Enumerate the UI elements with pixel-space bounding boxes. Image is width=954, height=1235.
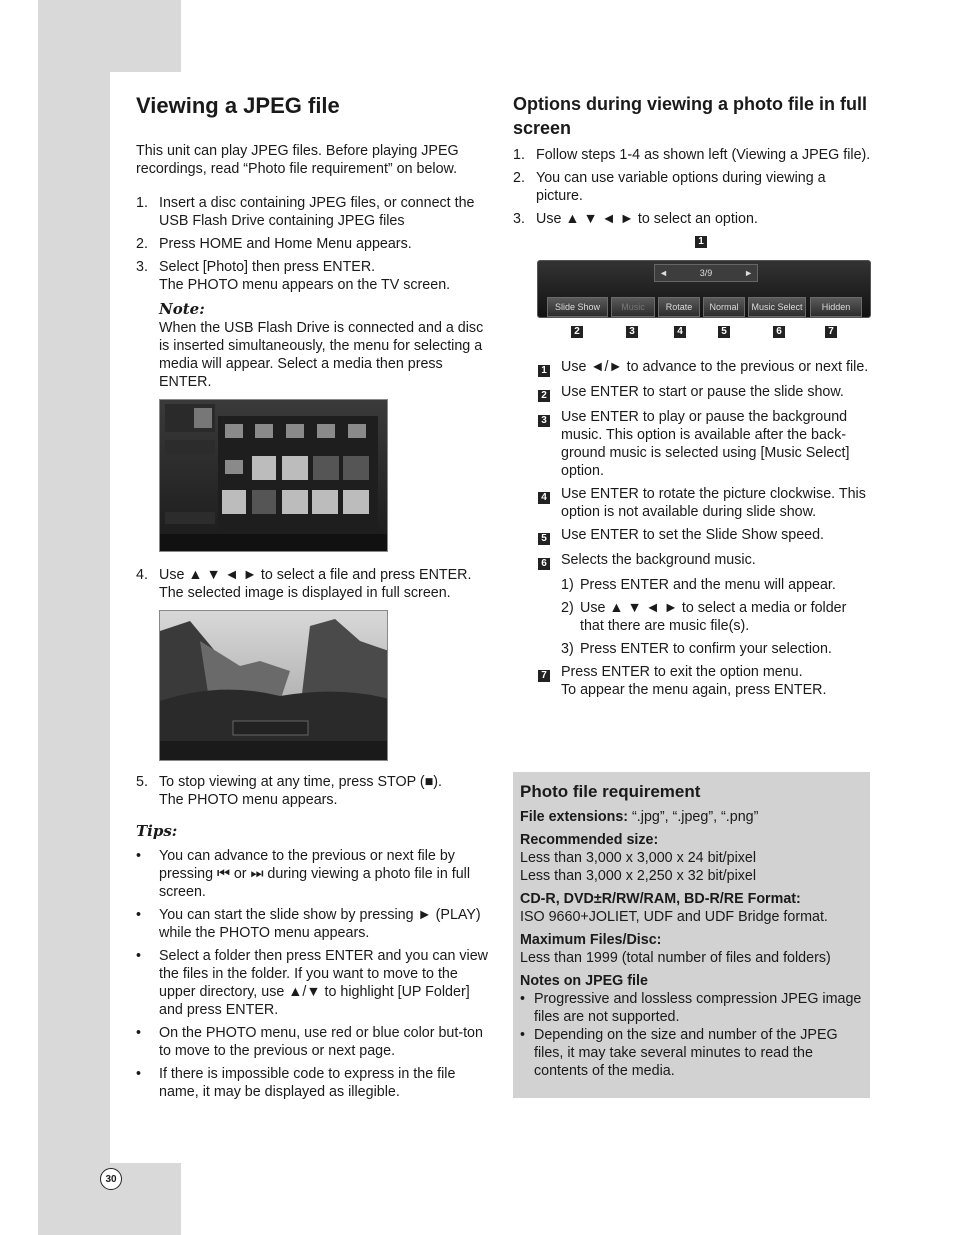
list-item: 3. Use ▲ ▼ ◄ ► to select an option. <box>513 211 758 227</box>
options-steps-list <box>513 146 873 228</box>
marker-6: 6 <box>773 326 785 338</box>
top-corner-band <box>110 0 181 72</box>
rotate-button[interactable]: Rotate <box>658 297 700 317</box>
disc-format: CD-R, DVD±R/RW/RAM, BD-R/RE Format: ISO 9660+JOLIET, UDF and UDF Bridge format. <box>520 891 828 925</box>
jpeg-notes: Notes on JPEG file • Progressive and lossless compression JPEG image files are not supported. • Depending on the size and number of the JPEG files, it may take several minutes to read the contents of the media. <box>520 973 862 1079</box>
marker-7: 7 <box>825 326 837 338</box>
hidden-button[interactable]: Hidden <box>810 297 862 317</box>
list-item: • You can start the slide show by pressing ► (PLAY) while the PHOTO menu appears. <box>136 907 481 941</box>
sub-step: 1) Press ENTER and the menu will appear. <box>561 577 836 593</box>
list-item: 5. To stop viewing at any time, press STOP (■). The PHOTO menu appears. <box>136 774 443 808</box>
landscape-image <box>160 611 388 761</box>
option-bar <box>537 260 871 318</box>
right-column <box>513 92 873 704</box>
file-extensions: File extensions: “.jpg”, “.jpeg”, “.png” <box>520 809 759 825</box>
slide-show-button[interactable]: Slide Show <box>547 297 608 317</box>
steps-list <box>136 194 492 294</box>
list-item: 5 Use ENTER to set the Slide Show speed. <box>513 526 873 546</box>
photo-requirement-box <box>513 772 870 1098</box>
sub-step: 2) Use ▲ ▼ ◄ ► to select a media or folder that there are music file(s). <box>561 600 847 634</box>
file-counter: ◄ 3/9 ► <box>654 264 758 282</box>
list-item: 2. You can use variable options during viewing a picture. <box>513 170 826 204</box>
requirement-title: Photo file requirement <box>520 782 701 801</box>
normal-button[interactable]: Normal <box>703 297 745 317</box>
steps-list-2 <box>136 566 492 602</box>
list-item: • On the PHOTO menu, use red or blue color but-ton to move to the previous or next page. <box>136 1025 483 1059</box>
list-item: 1. Insert a disc containing JPEG files, or connect the USB Flash Drive containing JPEG files <box>136 195 475 229</box>
recommended-size: Recommended size: Less than 3,000 x 3,000 x 24 bit/pixel Less than 3,000 x 2,250 x 32 bit/pixel <box>520 832 757 884</box>
left-column <box>136 92 492 1106</box>
marker-2: 2 <box>571 326 583 338</box>
section-title: Options during viewing a photo file in full screen <box>513 94 867 138</box>
next-arrow-icon[interactable]: ► <box>744 268 753 278</box>
note-heading: Note: <box>159 300 205 318</box>
list-item: 1 Use ◄/► to advance to the previous or next file. <box>513 358 873 378</box>
page-title: Viewing a JPEG file <box>136 93 340 118</box>
list-item: 6 Selects the background music. <box>513 551 873 571</box>
list-item: 4 Use ENTER to rotate the picture clockwise. This option is not available during slide show. <box>513 485 873 521</box>
prev-arrow-icon[interactable]: ◄ <box>659 268 668 278</box>
list-item: 3 Use ENTER to play or pause the background music. This option is available after the back-ground music is selected using [Music Select] option. <box>513 408 873 480</box>
list-item: 2. Press HOME and Home Menu appears. <box>136 236 412 252</box>
note-text: When the USB Flash Drive is connected and a disc is inserted simultaneously, the menu for selecting a media will appear. Select a media then press ENTER. <box>159 320 484 390</box>
option-descriptions <box>513 358 873 699</box>
list-item: • Select a folder then press ENTER and you can view the files in the folder. If you want to move to the upper directory, use ▲/▼ to highlight [UP Folder] and press ENTER. <box>136 948 488 1018</box>
page-margin-band <box>38 0 110 1235</box>
page-number: 30 <box>100 1168 122 1190</box>
music-button[interactable]: Music <box>611 297 655 317</box>
list-item: 2 Use ENTER to start or pause the slide show. <box>513 383 873 403</box>
list-item: • You can advance to the previous or next file by pressing ⏮ or ⏭ during viewing a photo file in full screen. <box>136 848 471 900</box>
tips-heading: Tips: <box>136 822 178 840</box>
marker-1: 1 <box>695 236 707 248</box>
fullscreen-photo-screenshot <box>159 610 388 761</box>
option-menu-diagram <box>537 236 871 348</box>
max-files: Maximum Files/Disc: Less than 1999 (total number of files and folders) <box>520 932 831 966</box>
marker-3: 3 <box>626 326 638 338</box>
photo-menu-screenshot <box>159 399 388 552</box>
steps-list-3 <box>136 773 492 809</box>
tips-list <box>136 847 492 1101</box>
list-item: 7 Press ENTER to exit the option menu. To appear the menu again, press ENTER. <box>513 663 873 699</box>
photo-menu-image <box>160 400 388 552</box>
marker-4: 4 <box>674 326 686 338</box>
sub-step: 3) Press ENTER to confirm your selection. <box>561 641 832 657</box>
list-item: • Progressive and lossless compression JPEG image files are not supported. <box>520 991 862 1025</box>
list-item: • If there is impossible code to express in the file name, it may be displayed as illegible. <box>136 1066 456 1100</box>
list-item: 4. Use ▲ ▼ ◄ ► to select a file and press ENTER. The selected image is displayed in full screen. <box>136 567 472 601</box>
list-item: • Depending on the size and number of the JPEG files, it may take several minutes to read the contents of the media. <box>520 1027 838 1079</box>
intro-text: This unit can play JPEG files. Before playing JPEG recordings, read “Photo file requirement” on below. <box>136 143 459 177</box>
list-item: 3. Select [Photo] then press ENTER. The PHOTO menu appears on the TV screen. <box>136 259 451 293</box>
list-item: 1. Follow steps 1-4 as shown left (Viewing a JPEG file). <box>513 147 871 163</box>
marker-5: 5 <box>718 326 730 338</box>
music-select-button[interactable]: Music Select <box>748 297 806 317</box>
note-block <box>136 299 492 391</box>
